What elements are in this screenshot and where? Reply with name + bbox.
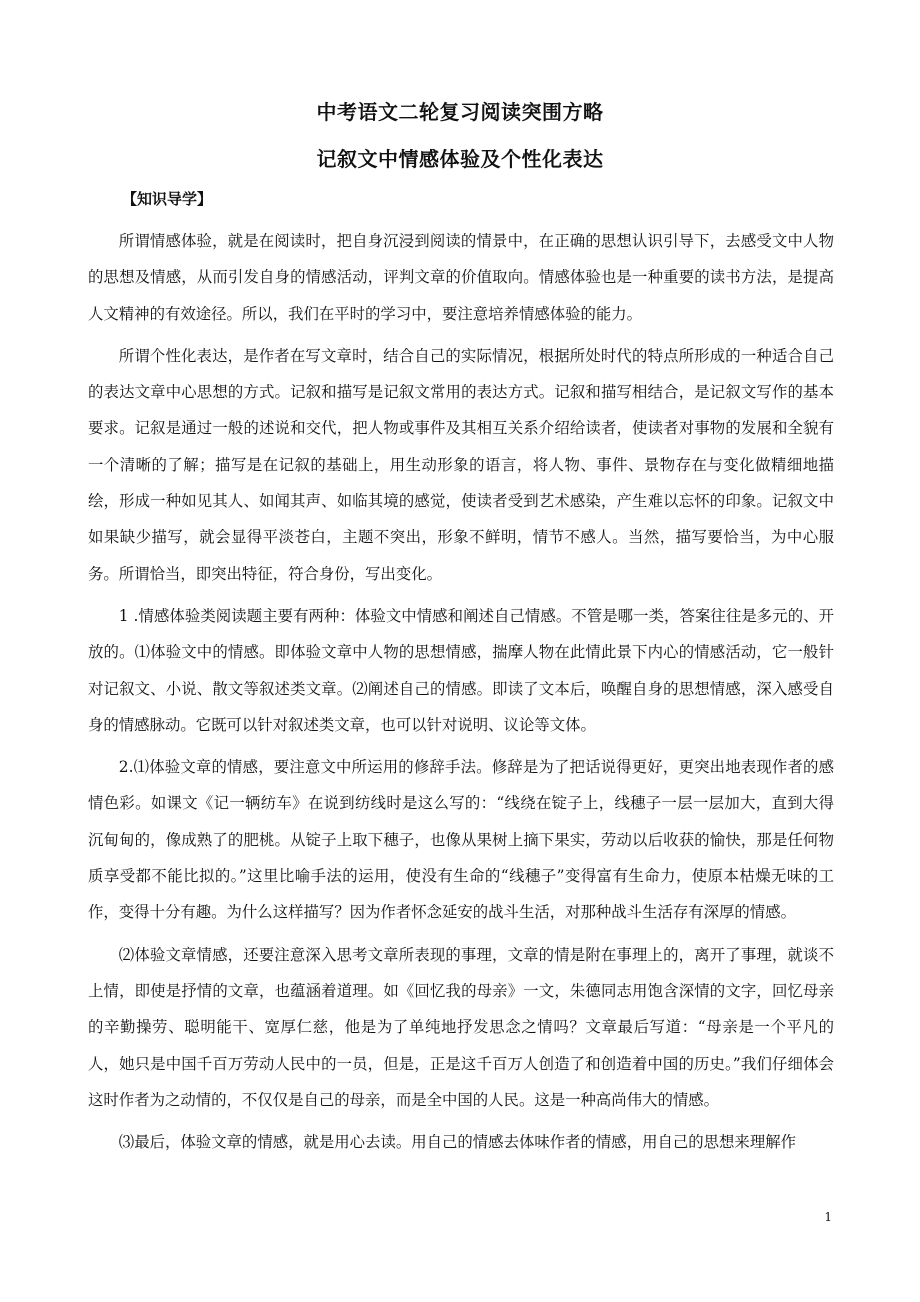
section-label: 【知识导学】 <box>122 190 213 208</box>
body-text <box>88 223 834 1166</box>
document-subtitle: 记叙文中情感体验及个性化表达 <box>316 147 604 171</box>
paragraph-4: 2.⑴体验文章的情感，要注意文中所运用的修辞手法。修辞是为了把话说得更好，更突出地表现作者的感情色彩。如课文《记一辆纺车》在说到纺线时是这么写的：“线绕在锭子上，线穗子一层一层加大，直到大得沉甸甸的，像成熟了的肥桃。从锭子上取下穗子，也像从果树上摘下果实，劳动以后收获的愉快，那是任何物质享受都不能比拟的。”这里比喻手法的运用，使没有生命的“线穗子”变得富有生命力，使原本枯燥无味的工作，变得十分有趣。为什么这样描写？因为作者怀念延安的战斗生活，对那种战斗生活存有深厚的情感。 <box>88 758 834 922</box>
paragraph-1: 所谓情感体验，就是在阅读时，把自身沉浸到阅读的情景中，在正确的思想认识引导下，去感受文中人物的思想及情感，从而引发自身的情感活动，评判文章的价值取向。情感体验也是一种重要的读书方法，是提高人文精神的有效途径。所以，我们在平时的学习中，要注意培养情感体验的能力。 <box>88 232 834 323</box>
page-number: 1 <box>824 1210 832 1224</box>
paragraph-6: ⑶最后，体验文章的情感，就是用心去读。用自己的情感去体味作者的情感，用自己的思想来理解作 <box>118 1133 796 1152</box>
paragraph-2: 所谓个性化表达，是作者在写文章时，结合自己的实际情况，根据所处时代的特点所形成的一种适合自己的表达文章中心思想的方式。记叙和描写是记叙文常用的表达方式。记叙和描写相结合，是记叙文写作的基本要求。记叙是通过一般的述说和交代，把人物或事件及其相互关系介绍给读者，使读者对事物的发展和全貌有一个清晰的了解；描写是在记叙的基础上，用生动形象的语言，将人物、事件、景物存在与变化做精细地描绘，形成一种如见其人、如闻其声、如临其境的感觉，使读者受到艺术感染，产生难以忘怀的印象。记叙文中如果缺少描写，就会显得平淡苍白，主题不突出，形象不鲜明，情节不感人。当然，描写要恰当，为中心服务。所谓恰当，即突出特征，符合身份，写出变化。 <box>88 346 834 583</box>
document-title: 中考语文二轮复习阅读突围方略 <box>316 100 604 124</box>
paragraph-3: 1 .情感体验类阅读题主要有两种：体验文中情感和阐述自己情感。不管是哪一类，答案往往是多元的、开放的。⑴体验文中的情感。即体验文章中人物的思想情感，揣摩人物在此情此景下内心的情感活动，它一般针对记叙文、小说、散文等叙述类文章。⑵阐述自己的情感。即读了文本后，唤醒自身的思想情感，深入感受自身的情感脉动。它既可以针对叙述类文章，也可以针对说明、议论等文体。 <box>88 606 834 734</box>
paragraph-5: ⑵体验文章情感，还要注意深入思考文章所表现的事理，文章的情是附在事理上的，离开了事理，就谈不上情，即使是抒情的文章，也蕴涵着道理。如《回忆我的母亲》一文，朱德同志用饱含深情的文字，回忆母亲的辛勤操劳、聪明能干、宽厚仁慈，他是为了单纯地抒发思念之情吗？文章最后写道：“母亲是一个平凡的人，她只是中国千百万劳动人民中的一员，但是，正是这千百万人创造了和创造着中国的历史。”我们仔细体会这时作者为之动情的，不仅仅是自己的母亲，而是全中国的人民。这是一种高尚伟大的情感。 <box>88 945 834 1109</box>
